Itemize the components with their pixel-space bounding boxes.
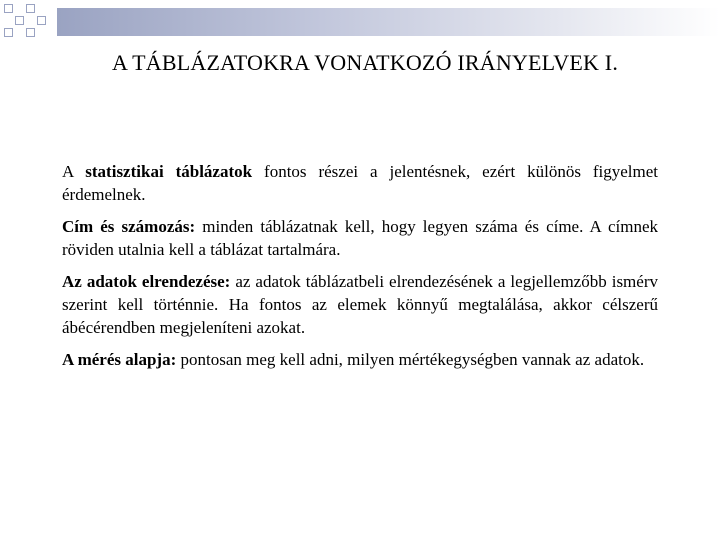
slide-body [62, 160, 658, 380]
paragraph-2: Cím és számozás: minden táblázatnak kell, hogy legyen száma és címe. A címnek röviden utalnia kell a táblázat tartalmára. [62, 217, 658, 259]
paragraph-1: A statisztikai táblázatok fontos részei a jelentésnek, ezért különös figyelmet érdemelnek. [62, 162, 659, 204]
slide-title: A TÁBLÁZATOKRA VONATKOZÓ IRÁNYELVEK I. [111, 50, 619, 75]
paragraph-3: Az adatok elrendezése: az adatok táblázatbeli elrendezésének a legjellemzőbb ismérv szerint kell történnie. Ha fontos az elemek könnyű megtalálása, akkor célszerű ábécérendben megjeleníteni azokat. [62, 272, 658, 337]
paragraph-4: A mérés alapja: pontosan meg kell adni, milyen mértékegységben vannak az adatok. [62, 350, 645, 369]
corner-decoration [0, 0, 60, 50]
header-gradient-bar [57, 8, 720, 36]
